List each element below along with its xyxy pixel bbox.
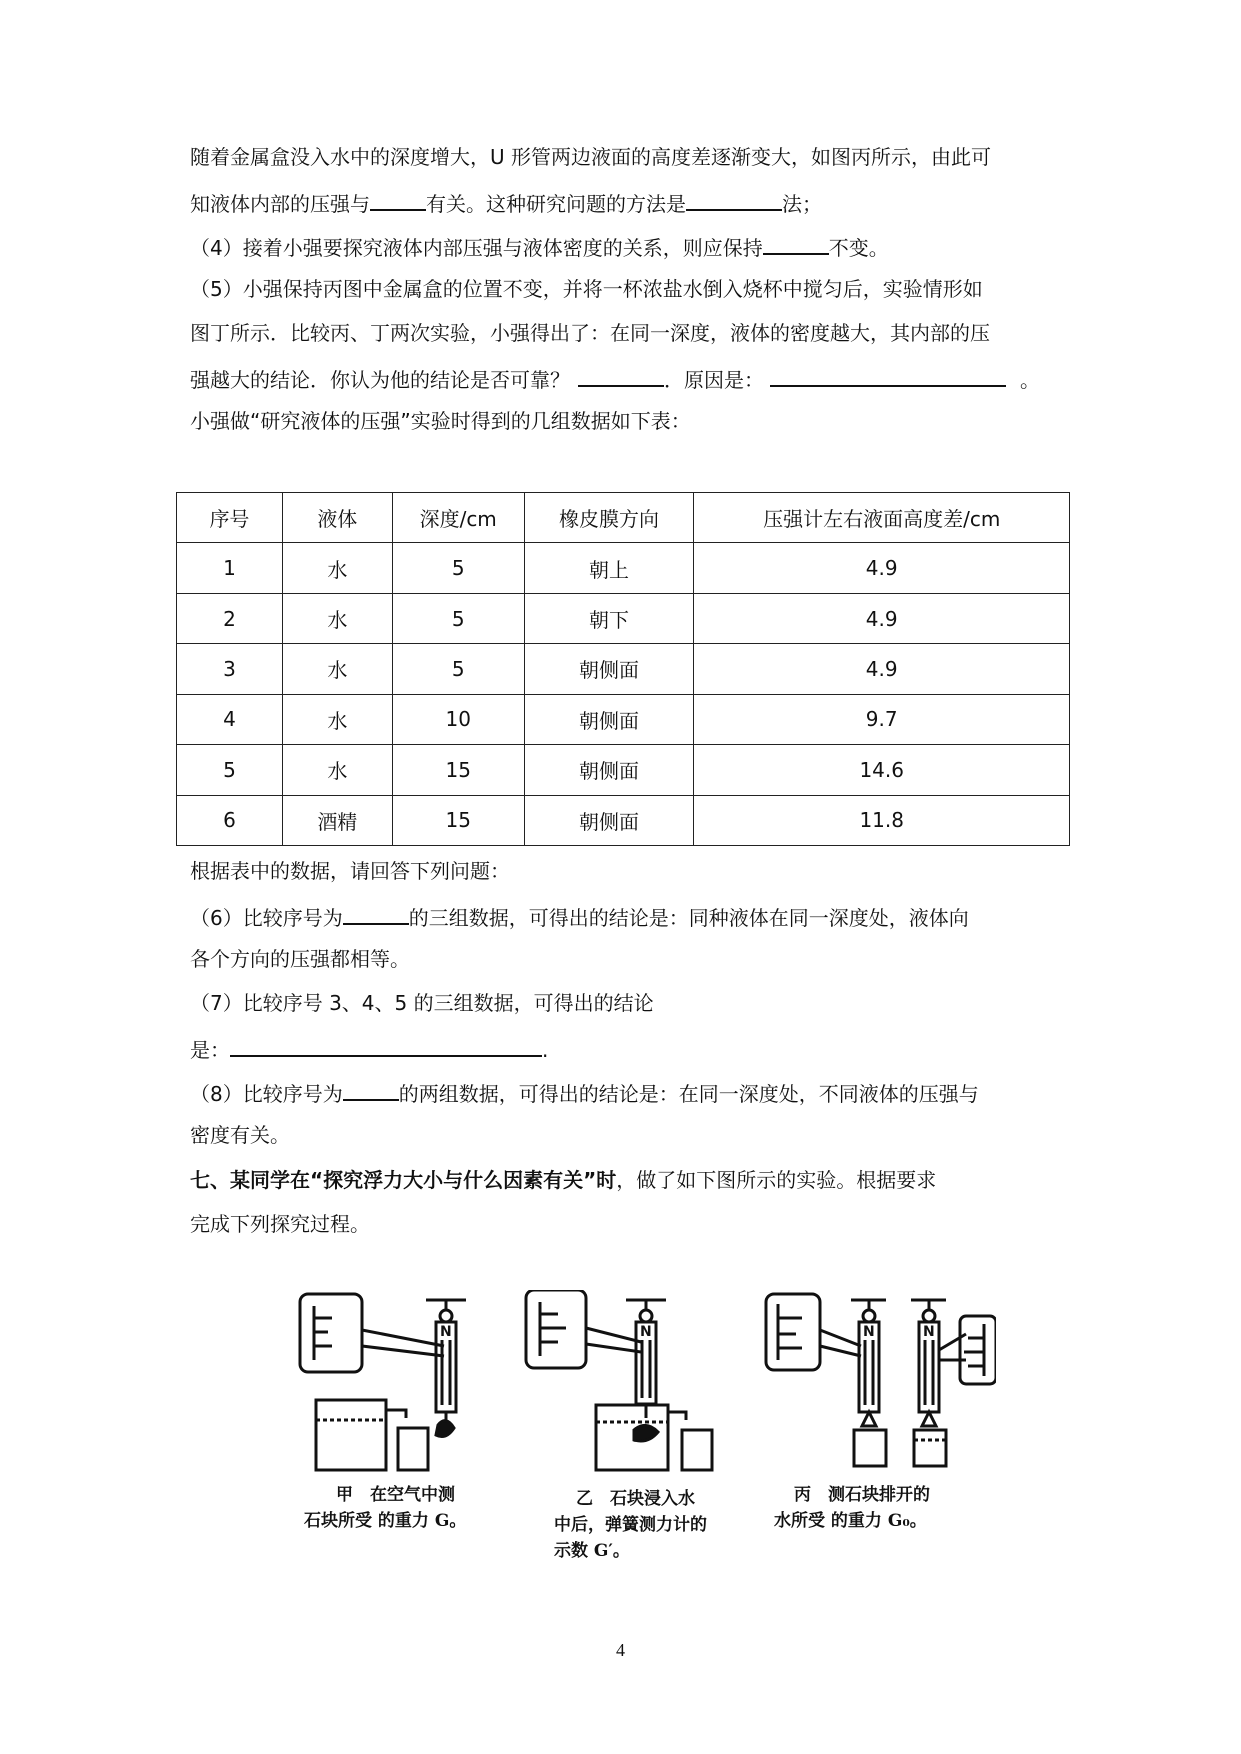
table-cell: 4.9 [694, 644, 1070, 694]
zoom-inset [300, 1294, 362, 1372]
text-line [190, 857, 510, 885]
text: 有关。这种研究问题的方法是 [426, 192, 686, 216]
zoom-inset [960, 1316, 996, 1384]
text: 知液体内部的压强与 [190, 192, 370, 216]
text: （5）小强保持丙图中金属盒的位置不变，并将一杯浓盐水倒入烧杯中搅匀后，实验情形如 [190, 277, 983, 301]
table-cell: 水 [282, 745, 392, 795]
table-row [177, 644, 1070, 694]
text: 密度有关。 [190, 1123, 290, 1147]
text: 根据表中的数据，请回答下列问题： [190, 859, 510, 883]
section-heading [190, 1166, 936, 1194]
table-header: 橡皮膜方向 [524, 493, 694, 543]
data-table [176, 492, 1070, 846]
answer-blank[interactable] [763, 231, 829, 255]
page-number: 4 [616, 1640, 625, 1660]
text: （4）接着小强要探究液体内部压强与液体密度的关系，则应保持 [190, 236, 763, 260]
table-row [177, 694, 1070, 744]
table-cell: 水 [282, 543, 392, 593]
table-cell: 1 [177, 543, 283, 593]
table-cell: 5 [392, 593, 524, 643]
table-cell: 10 [392, 694, 524, 744]
text-line [190, 319, 990, 347]
table-cell: 15 [392, 745, 524, 795]
text-line [190, 275, 983, 303]
text-line [190, 945, 410, 973]
text: 各个方向的压强都相等。 [190, 947, 410, 971]
heading-text: 七、某同学在“探究浮力大小与什么因素有关”时 [190, 1168, 617, 1192]
text: 法； [782, 192, 822, 216]
caption-b-line3: 示数 G′。 [554, 1541, 630, 1561]
text: 的两组数据，可得出的结论是：在同一深度处，不同液体的压强与 [398, 1082, 979, 1106]
text-line [190, 231, 889, 262]
text: （7）比较序号 3、4、5 的三组数据，可得出的结论 [190, 991, 654, 1015]
zoom-inset [766, 1294, 820, 1370]
table-cell: 6 [177, 795, 283, 845]
caption-a-line1: 甲 在空气中测 [336, 1485, 455, 1505]
table-row [177, 745, 1070, 795]
text-line [190, 187, 822, 218]
text: 随着金属盒没入水中的深度增大，U 形管两边液面的高度差逐渐变大，如图丙所示，由此可 [190, 145, 991, 169]
table-cell: 水 [282, 644, 392, 694]
caption-c-line2: 水所受 的重力 G₀。 [774, 1511, 927, 1531]
table-cell: 朝下 [524, 593, 694, 643]
text: 的三组数据，可得出的结论是：同种液体在同一深度处，液体向 [408, 906, 969, 930]
table-cell: 朝上 [524, 543, 694, 593]
table-cell: 4.9 [694, 543, 1070, 593]
text: 图丁所示．比较丙、丁两次实验，小强得出了：在同一深度，液体的密度越大，其内部的压 [190, 321, 990, 345]
table-cell: 水 [282, 593, 392, 643]
text-line [190, 901, 969, 932]
table-cell: 5 [177, 745, 283, 795]
answer-blank[interactable] [578, 363, 664, 387]
table-cell: 朝侧面 [524, 745, 694, 795]
text: 。 [1020, 368, 1040, 392]
answer-blank[interactable] [230, 1033, 542, 1057]
caption-a-line2: 石块所受 的重力 G。 [304, 1511, 467, 1531]
table-header: 序号 [177, 493, 283, 543]
text-line [190, 1121, 290, 1149]
table-header: 深度/cm [392, 493, 524, 543]
text-line [190, 989, 654, 1017]
scale-label: N [440, 1324, 452, 1340]
text: ，做了如下图所示的实验。根据要求 [616, 1168, 937, 1192]
table-cell: 朝侧面 [524, 795, 694, 845]
answer-blank[interactable] [770, 363, 1006, 387]
answer-blank[interactable] [370, 187, 426, 211]
table-cell: 4 [177, 694, 283, 744]
text-line [190, 1033, 548, 1064]
table-header-row [177, 493, 1070, 543]
answer-blank[interactable] [343, 1077, 399, 1101]
text-line [190, 1210, 370, 1238]
buoyancy-experiment-figure [296, 1290, 996, 1580]
table-cell: 3 [177, 644, 283, 694]
answer-blank[interactable] [343, 901, 409, 925]
text: 是： [190, 1038, 230, 1062]
text-line [190, 143, 991, 171]
text: 完成下列探究过程。 [190, 1212, 370, 1236]
text: （8）比较序号为 [190, 1082, 343, 1106]
table-cell: 2 [177, 593, 283, 643]
answer-blank[interactable] [686, 187, 782, 211]
table-header: 压强计左右液面高度差/cm [694, 493, 1070, 543]
table-row [177, 543, 1070, 593]
text-line [190, 1077, 979, 1108]
table-row [177, 593, 1070, 643]
table-header: 液体 [282, 493, 392, 543]
figure-drawing [296, 1290, 996, 1480]
text-line [190, 407, 691, 435]
table-cell: 酒精 [282, 795, 392, 845]
table-cell: 11.8 [694, 795, 1070, 845]
text: ．原因是： [664, 368, 764, 392]
table-cell: 5 [392, 543, 524, 593]
text: 强越大的结论．你认为他的结论是否可靠？ [190, 368, 570, 392]
caption-b-line2: 中后，弹簧测力计的 [554, 1515, 707, 1535]
text-line [190, 363, 1040, 394]
caption-b-line1: 乙 石块浸入水 [576, 1489, 695, 1509]
text: . [542, 1038, 549, 1062]
table-cell: 9.7 [694, 694, 1070, 744]
table-cell: 朝侧面 [524, 644, 694, 694]
table-cell: 朝侧面 [524, 694, 694, 744]
caption-c-line1: 丙 测石块排开的 [794, 1485, 930, 1505]
scale-label: N [863, 1324, 875, 1340]
table-row [177, 795, 1070, 845]
table-cell: 5 [392, 644, 524, 694]
table-cell: 4.9 [694, 593, 1070, 643]
scale-label: N [640, 1324, 652, 1340]
table-cell: 15 [392, 795, 524, 845]
text: （6）比较序号为 [190, 906, 343, 930]
table-cell: 14.6 [694, 745, 1070, 795]
text: 小强做“研究液体的压强”实验时得到的几组数据如下表： [190, 409, 691, 433]
text: 不变。 [828, 236, 889, 260]
table-cell: 水 [282, 694, 392, 744]
scale-label: N [923, 1324, 935, 1340]
